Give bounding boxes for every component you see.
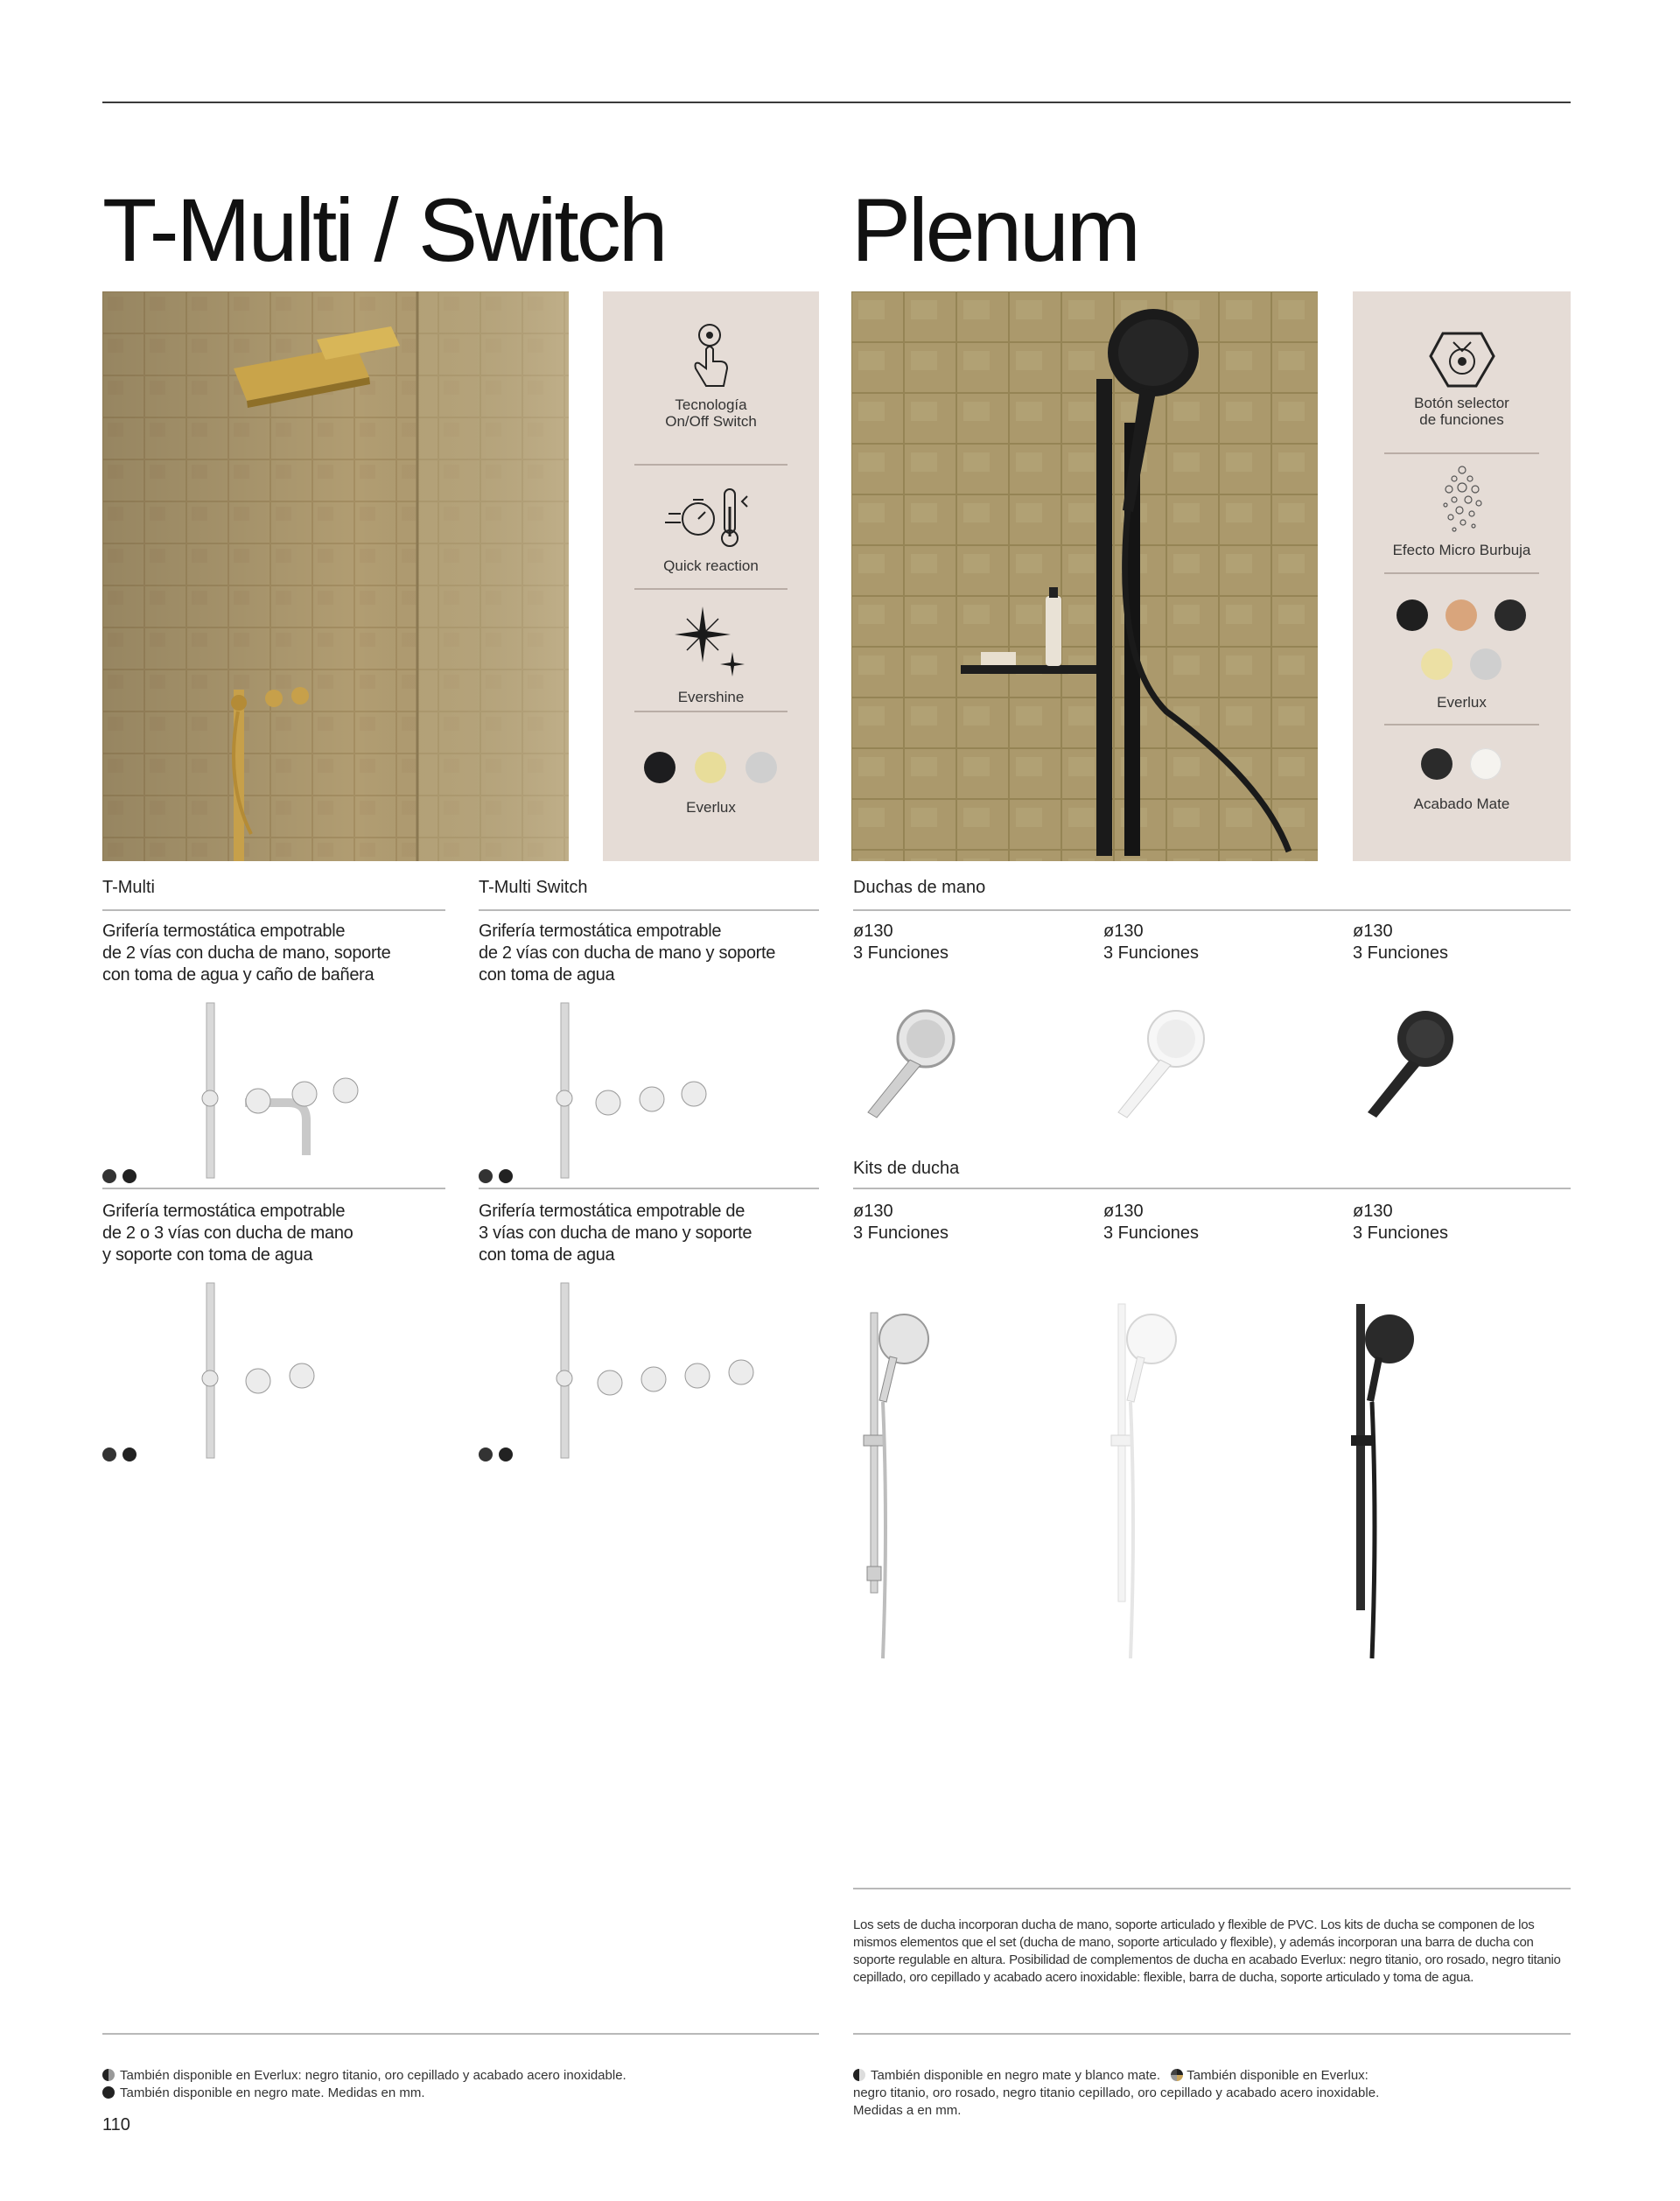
rule [102, 909, 445, 911]
feature-label: Quick reaction [663, 557, 759, 574]
footnote-text: También disponible en Everlux: negro titanio, oro cepillado y acabado acero inoxidable. [120, 2068, 626, 2083]
feature-label: Everlux [686, 799, 736, 816]
touch-switch-icon [685, 323, 738, 393]
hand-shower-spec [1103, 921, 1199, 964]
size: ø130 [853, 1202, 893, 1221]
feature-label: Evershine [677, 689, 745, 705]
size: ø130 [853, 922, 893, 941]
duchas-de-mano-label: Duchas de mano [853, 878, 986, 897]
everlux-swatch [644, 752, 676, 783]
product-description: Grifería termostática empotrable de 2 vías con ducha de mano, soporte con toma de agua y caño de bañera [102, 922, 391, 985]
rule [853, 1188, 1571, 1189]
hand-shower-image [1099, 1002, 1222, 1125]
feature-separator [634, 588, 788, 590]
feature-function-selector [1353, 328, 1571, 428]
plenum-title: Plenum [851, 180, 1138, 280]
everlux-swatch [1396, 599, 1428, 631]
finish-indicator [479, 1447, 493, 1461]
function-selector-icon [1427, 328, 1497, 391]
valve-illustration [184, 1278, 341, 1461]
product-description: Grifería termostática empotrable de 2 o 3 vías con ducha de mano y soporte con toma de agua [102, 1202, 354, 1265]
rule [479, 909, 819, 911]
footnote-left [102, 2067, 802, 2102]
tmulti-title: T-Multi / Switch [102, 180, 666, 280]
half-circle-icon [853, 2069, 865, 2081]
finish-indicator [499, 1169, 513, 1183]
shower-kit-image [1348, 1295, 1435, 1663]
product-description: Grifería termostática empotrable de 3 vías con ducha de mano y soporte con toma de agua [479, 1202, 752, 1265]
feature-micro-bubble [1353, 459, 1571, 558]
shower-kit-image [1101, 1295, 1188, 1663]
feature-quick-reaction [603, 475, 819, 574]
functions: 3 Funciones [853, 943, 948, 963]
finish-indicator [122, 1169, 136, 1183]
footnote-right [853, 2067, 1571, 2120]
functions: 3 Funciones [1103, 1223, 1199, 1243]
feature-label: Efecto Micro Burbuja [1392, 542, 1531, 558]
quick-reaction-icon [663, 475, 760, 554]
feature-acabado-mate [1353, 796, 1571, 812]
size: ø130 [1353, 1202, 1393, 1221]
functions: 3 Funciones [1103, 943, 1199, 963]
rule [102, 1188, 445, 1189]
tmulti-switch-label: T-Multi Switch [479, 878, 588, 897]
feature-evershine [603, 598, 819, 705]
micro-bubble-icon [1432, 459, 1493, 538]
feature-label: Tecnología On/Off Switch [665, 396, 757, 430]
plenum-photo-illustration [851, 291, 1318, 861]
plenum-shower-photo [851, 291, 1318, 861]
finish-indicator [102, 1169, 116, 1183]
evershine-sparkle-icon [668, 598, 755, 685]
mate-swatch [1421, 748, 1452, 780]
feature-label: Everlux [1437, 694, 1487, 711]
functions: 3 Funciones [853, 1223, 948, 1243]
rule [853, 2033, 1571, 2035]
feature-separator [1384, 572, 1539, 574]
feature-separator [634, 464, 788, 466]
hand-shower-image [849, 1002, 971, 1125]
valve-illustration [538, 1278, 766, 1461]
functions: 3 Funciones [1353, 1223, 1448, 1243]
everlux-swatch [1494, 599, 1526, 631]
feature-label: Acabado Mate [1413, 796, 1510, 812]
hand-shower-spec [853, 921, 948, 964]
hand-shower-image [1348, 1002, 1471, 1125]
feature-separator [634, 711, 788, 712]
footnote-text: También disponible en Everlux: negro titanio, oro rosado, negro titanio cepillado, oro cepillado y acabado acero inoxidable. Medidas a en mm. [853, 2068, 1380, 2118]
dot-icon [102, 2086, 115, 2099]
size: ø130 [1103, 1202, 1144, 1221]
page-number: 110 [102, 2115, 130, 2134]
rule [853, 1888, 1571, 1889]
tmulti-photo-illustration [102, 291, 569, 861]
rule [102, 2033, 819, 2035]
tmulti-feature-panel [603, 291, 819, 861]
size: ø130 [1103, 922, 1144, 941]
kit-spec [853, 1201, 948, 1244]
finish-indicator [479, 1169, 493, 1183]
hand-shower-spec [1353, 921, 1448, 964]
feature-everlux [603, 799, 819, 816]
kit-spec [1353, 1201, 1448, 1244]
half-circle-icon [102, 2069, 115, 2081]
everlux-swatch [1446, 599, 1477, 631]
valve-illustration [538, 998, 731, 1181]
everlux-swatch [695, 752, 726, 783]
rule [479, 1188, 819, 1189]
plenum-note: Los sets de ducha incorporan ducha de mano, soporte articulado y flexible de PVC. Los kits de ducha se componen de los mismos elementos que el set (ducha de mano, soporte articulado y flexible), y además incorporan una barra de ducha con soporte regulable en altura. Posibilidad de complementos de ducha en acabado Everlux: negro titanio, oro rosado, negro titanio cepillado, oro cepillado y acabado acero inoxidable: flexible, barra de ducha, soporte articulado y toma de agua. [853, 1917, 1561, 1985]
finish-indicator [102, 1447, 116, 1461]
everlux-swatch [1421, 648, 1452, 680]
mate-swatch [1470, 748, 1502, 780]
tmulti-shower-photo [102, 291, 569, 861]
finish-indicator [122, 1447, 136, 1461]
footnote-text: También disponible en negro mate. Medidas en mm. [120, 2085, 425, 2100]
valve-illustration [184, 998, 376, 1181]
functions: 3 Funciones [1353, 943, 1448, 963]
product-description: Grifería termostática empotrable de 2 vías con ducha de mano y soporte con toma de agua [479, 922, 776, 985]
feature-label: Botón selector de funciones [1414, 395, 1509, 428]
feature-onoff-switch [603, 323, 819, 430]
feature-separator [1384, 724, 1539, 725]
multicolor-icon [1171, 2069, 1183, 2081]
finish-indicator [499, 1447, 513, 1461]
feature-separator [1384, 452, 1539, 454]
tmulti-label: T-Multi [102, 878, 155, 897]
rule [853, 909, 1571, 911]
everlux-swatch [1470, 648, 1502, 680]
feature-everlux [1353, 694, 1571, 711]
shower-kit-image [853, 1304, 941, 1663]
plenum-feature-panel [1353, 291, 1571, 861]
top-rule [102, 102, 1571, 103]
kits-de-ducha-label: Kits de ducha [853, 1159, 960, 1178]
footnote-text: También disponible en negro mate y blanco mate. [871, 2068, 1161, 2083]
everlux-swatch [746, 752, 777, 783]
size: ø130 [1353, 922, 1393, 941]
kit-spec [1103, 1201, 1199, 1244]
